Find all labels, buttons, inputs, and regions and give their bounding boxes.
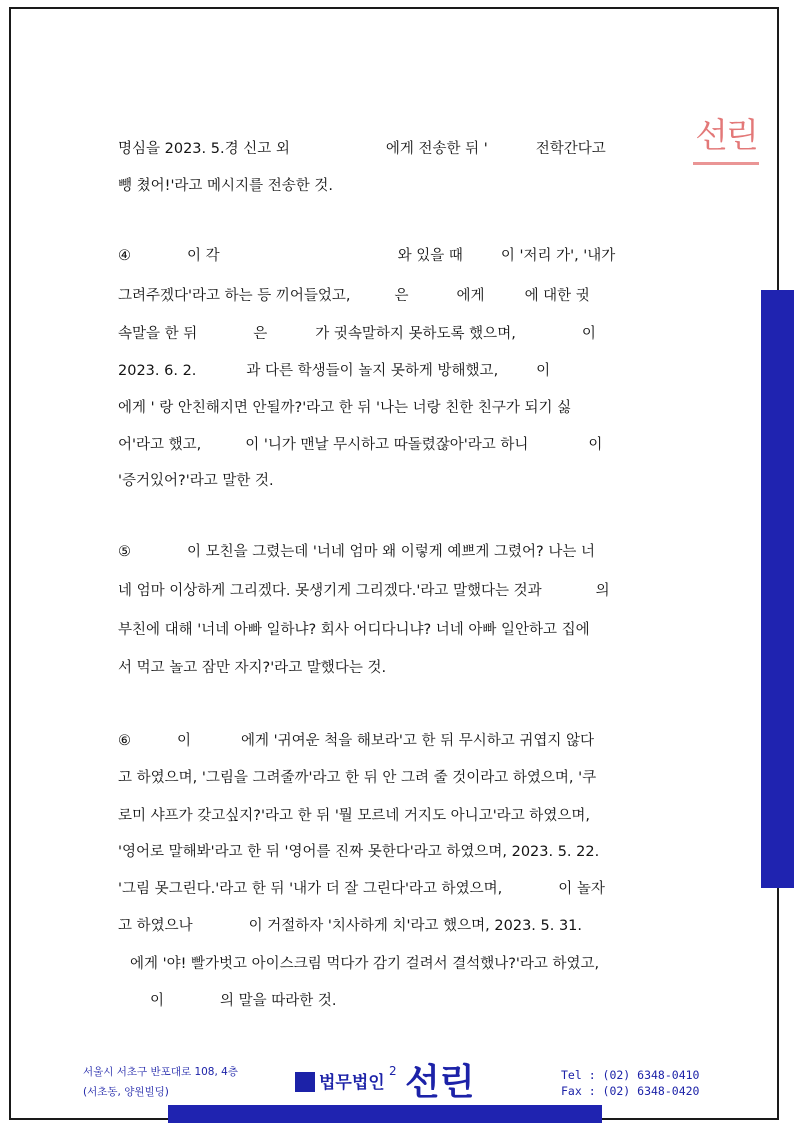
text-segment: 이	[536, 363, 551, 379]
text-segment: '증거있어?'라고 말한 것.	[118, 473, 274, 489]
text-segment: 가 귓속말하지 못하도록 했으며,	[315, 326, 516, 342]
text-segment: 에게 전송한 뒤 '	[385, 141, 488, 157]
page-number: 2	[389, 1064, 397, 1078]
text-segment: 이	[150, 993, 165, 1009]
firm-name: 선린	[405, 1062, 475, 1103]
text-segment: 은	[253, 326, 268, 342]
text-line	[118, 286, 590, 306]
text-line	[118, 398, 571, 418]
text-line	[150, 991, 337, 1011]
text-segment: 속말을 한 뒤	[118, 326, 198, 342]
text-segment: 고 하였으나	[118, 918, 193, 934]
text-segment: 은	[394, 288, 409, 304]
text-line	[118, 768, 596, 788]
text-line	[118, 361, 550, 381]
text-line	[118, 324, 596, 344]
text-segment: 그려주겠다'라고 하는 등 끼어들었고,	[118, 288, 351, 304]
text-line	[118, 842, 599, 862]
seal-stamp: 선린	[693, 110, 759, 165]
fax: Fax : (02) 6348-0420	[561, 1084, 700, 1098]
firm-prefix: 법무법인	[319, 1073, 385, 1093]
text-line	[118, 246, 615, 266]
address-line-2: (서초동, 양원빌딩)	[83, 1086, 169, 1098]
bottom-accent-bar	[168, 1105, 602, 1123]
text-segment: 이	[177, 733, 192, 749]
text-segment: 서 먹고 놀고 잠만 자지?'라고 말했다는 것.	[118, 660, 387, 676]
side-accent-bar	[761, 290, 794, 888]
text-segment: 에게 ' 랑 안친해지면 안될까?'라고 한 뒤 '나는 너랑 친한 친구가 되기 싫	[118, 400, 572, 416]
text-segment: 이 거절하자 '치사하게 치'라고 했으며, 2023. 5. 31.	[248, 918, 583, 934]
item-number: ⑤	[118, 544, 131, 560]
text-segment: '그림 못그린다.'라고 한 뒤 '내가 더 잘 그린다'라고 하였으며,	[118, 881, 503, 897]
text-segment: 에게 '귀여운 척을 해보라'고 한 뒤 무시하고 귀엽지 않다	[241, 733, 595, 749]
item-number: ⑥	[118, 733, 131, 749]
text-segment: 어'라고 했고,	[118, 437, 202, 453]
text-segment: 이	[588, 437, 603, 453]
text-line	[118, 731, 594, 751]
text-line	[118, 435, 602, 455]
text-segment: 와 있을 때	[397, 248, 463, 264]
text-segment: 이 각	[187, 248, 220, 264]
text-line	[118, 139, 606, 159]
text-segment: 의	[595, 583, 610, 599]
text-line	[118, 658, 386, 678]
text-segment: 이 '니가 맨날 무시하고 따돌렸잖아'라고 하니	[245, 437, 529, 453]
text-segment: 전학간다고	[535, 141, 606, 157]
item-number: ④	[118, 248, 131, 264]
text-segment: 로미 샤프가 갖고싶지?'라고 한 뒤 '뭘 모르네 거지도 아니고'라고 하였으며,	[118, 808, 590, 824]
text-segment: 고 하였으며, '그림을 그려줄까'라고 한 뒤 안 그려 줄 것이라고 하였으며, '쿠	[118, 770, 597, 786]
text-line	[118, 542, 595, 562]
text-segment: 의 말을 따라한 것.	[220, 993, 337, 1009]
text-line	[118, 581, 610, 601]
text-segment: 과 다른 학생들이 놀지 못하게 방해했고,	[246, 363, 499, 379]
text-line	[118, 806, 590, 826]
text-segment: 네 엄마 이상하게 그리겠다. 못생기게 그리겠다.'라고 말했다는 것과	[118, 583, 542, 599]
firm-logo-icon	[295, 1072, 315, 1092]
text-line	[118, 471, 274, 491]
text-segment: 에게 '야! 빨가벗고 아이스크림 먹다가 감기 걸려서 결석했나?'라고 하였고,	[130, 956, 600, 972]
text-segment: 이 모친을 그렸는데 '너네 엄마 왜 이렇게 예쁘게 그렸어? 나는 너	[187, 544, 595, 560]
text-line	[130, 954, 599, 974]
text-segment: 에게	[456, 288, 485, 304]
text-segment: 뺑 쳤어!'라고 메시지를 전송한 것.	[118, 178, 333, 194]
telephone: Tel : (02) 6348-0410	[561, 1068, 700, 1082]
text-segment: 이 '저리 가', '내가	[500, 248, 616, 264]
text-segment: 이	[581, 326, 596, 342]
address-line-1: 서울시 서초구 반포대로 108, 4층	[83, 1066, 238, 1078]
text-segment: 부친에 대해 '너네 아빠 일하냐? 회사 어디다니냐? 너네 아빠 일안하고 집에	[118, 622, 590, 638]
text-line	[118, 916, 582, 936]
text-line	[118, 620, 590, 640]
text-segment: 이 놀자	[558, 881, 605, 897]
text-segment: '영어로 말해봐'라고 한 뒤 '영어를 진짜 못한다'라고 하였으며, 2023. 5. 22.	[118, 844, 600, 860]
text-segment: 명심을 2023. 5.경 신고 외	[118, 141, 290, 157]
text-line	[118, 879, 605, 899]
text-segment: 에 대한 귓	[524, 288, 590, 304]
text-line	[118, 176, 333, 196]
text-segment: 2023. 6. 2.	[118, 363, 197, 379]
